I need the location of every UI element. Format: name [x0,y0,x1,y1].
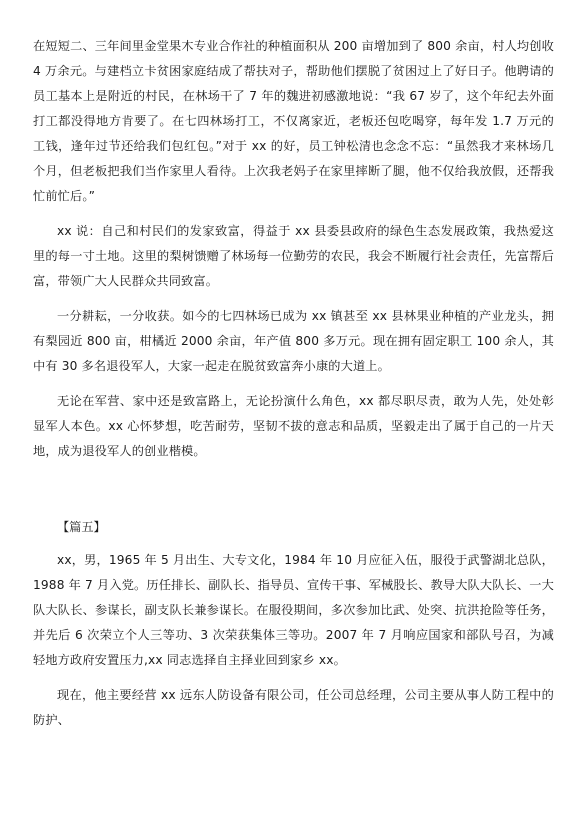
paragraph-policy-gratitude: xx 说：自己和村民们的发家致富，得益于 xx 县委县政府的绿色生态发展政策，我热爱这里的每一寸土地。这里的梨树馈赠了林场每一位勤劳的农民，我会不断履行社会责任，先富帮后富，带领广大人民群众共同致富。 [33,224,554,288]
section-heading: 【篇五】 [57,520,106,534]
paragraph-biography: xx，男，1965 年 5 月出生、大专文化，1984 年 10 月应征入伍，服役于武警湖北总队，1988 年 7 月入党。历任排长、副队长、指导员、宣传干事、军械股长、教导大队大队长、一大队大队长、参谋长，副支队长兼参谋长。在服役期间，多次参加比武、处突、抗洪抢险等任务，并先后 6 次荣立个人三等功、3 次荣获集体三等功。2007 年 7 月响应国家和部队号召，为减轻地方政府安置压力,xx 同志选择自主择业回到家乡 xx。 [33,553,554,667]
paragraph-current-business: 现在，他主要经营 xx 远东人防设备有限公司，任公司总经理，公司主要从事人防工程中的防护、 [33,688,554,727]
paragraph-harvest-results: 一分耕耘，一分收获。如今的七四林场已成为 xx 镇甚至 xx 县林果业种植的产业龙头，拥有梨园近 800 亩，柑橘近 2000 余亩，年产值 800 多万元。现在拥有固定职工 100 余人，其中有 30 多名退役军人，大家一起走在脱贫致富奔小康的大道上。 [33,309,554,373]
paragraph-veteran-model: 无论在军营、家中还是致富路上，无论扮演什么角色，xx 都尽职尽责，敢为人先，处处彰显军人本色。xx 心怀梦想，吃苦耐劳，坚韧不拔的意志和品质，坚毅走出了属于自己的一片天地，成为退役军人的创业楷模。 [33,394,554,458]
paragraph-cooperative-growth: 在短短二、三年间里金堂果木专业合作社的种植面积从 200 亩增加到了 800 余亩，村人均创收 4 万余元。与建档立卡贫困家庭结成了帮扶对子，帮助他们摆脱了贫困过上了好日子。他聘请的员工基本上是附近的村民，在林场干了 7 年的魏进初感激地说：“我 67 岁了，这个年纪去外面打工都没得地方肯要了。在七四林场打工，不仅离家近，老板还包吃喝穿，每年发 1.7 万元的工钱，逢年过节还给我们包红包。”对于 xx 的好，员工钟松清也念念不忘：“虽然我才来林场几个月，但老板把我们当作家里人看待。上次我老妈子在家里摔断了腿，他不仅给我放假，还帮我忙前忙后。” [33,39,554,203]
